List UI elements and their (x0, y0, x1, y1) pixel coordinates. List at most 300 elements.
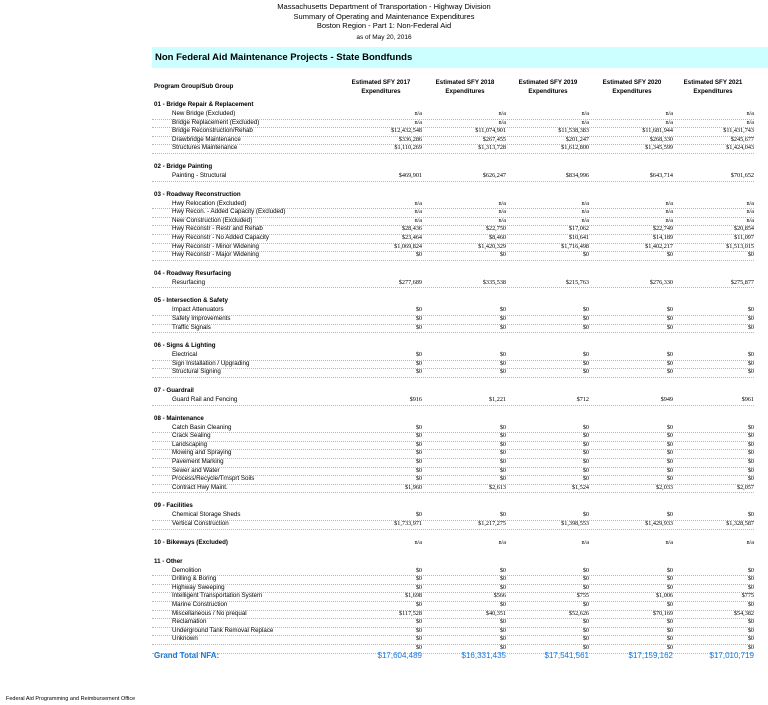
section-band (152, 47, 768, 68)
row-label: Traffic Signals (172, 323, 211, 331)
column-header (589, 79, 675, 96)
table-row (152, 368, 754, 378)
row-label: Hwy Reconstr - Restr and Rehab (172, 225, 263, 233)
value-cell: n/a (498, 118, 506, 126)
row-label: Impact Attenuators (172, 306, 224, 314)
value-cell: $10,641 (568, 234, 589, 241)
value-cell: $1,110,269 (394, 144, 422, 152)
value-cell: $1,221 (488, 396, 506, 403)
value-cell: $0 (582, 432, 589, 440)
grand-total-label: Grand Total NFA: (154, 651, 220, 660)
value-cell: $0 (582, 306, 589, 314)
table-row (152, 484, 754, 494)
value-cell: $0 (499, 432, 506, 440)
row-label: Pavement Marking (172, 458, 224, 465)
row-label: Drawbridge Maintenance (172, 135, 241, 143)
value-cell: $0 (666, 306, 673, 314)
value-cell: $0 (747, 306, 754, 314)
row-label: Miscellaneous / No prequal (172, 609, 247, 617)
value-cell: $275,877 (730, 278, 754, 286)
row-label: Highway Sweeping (172, 583, 225, 591)
value-cell: $0 (582, 601, 589, 608)
value-cell: $336,286 (398, 135, 422, 143)
column-header-sub: Expenditures (528, 87, 568, 95)
value-cell: $0 (666, 566, 673, 574)
grand-total-value: $17,541,561 (544, 651, 589, 660)
row-label: Safety Improvements (172, 315, 231, 322)
value-cell: $0 (666, 466, 673, 474)
value-cell: $0 (582, 583, 589, 591)
row-label: Chemical Storage Sheds (172, 511, 241, 519)
group-header: 06 - Signs & Lighting (154, 342, 216, 350)
value-cell: n/a (414, 216, 422, 224)
row-label: Crack Sealing (172, 432, 211, 440)
row-label: Contract Hwy Maint. (172, 483, 228, 491)
value-cell: n/a (581, 110, 589, 117)
value-cell: $0 (666, 475, 673, 483)
value-cell: $117,528 (399, 609, 422, 617)
row-label: Hwy Reconstr - Minor Widening (172, 242, 259, 250)
row-label: New Construction (Excluded) (172, 216, 253, 224)
value-cell: $28,436 (401, 225, 422, 233)
value-cell: $0 (499, 368, 506, 376)
value-cell: $0 (747, 440, 754, 448)
value-cell: $626,247 (482, 172, 506, 179)
value-cell: $1,513,015 (726, 242, 754, 250)
value-cell: $0 (499, 635, 506, 643)
table-row (152, 144, 754, 154)
value-cell: $277,689 (398, 278, 422, 286)
value-cell: $54,382 (733, 609, 754, 617)
column-header (338, 79, 424, 96)
value-cell: $0 (499, 601, 506, 608)
value-cell: $1,006 (655, 592, 673, 600)
row-label: Hwy Reconstr - Major Widening (172, 251, 259, 259)
value-cell: $0 (415, 644, 422, 651)
value-cell: $0 (415, 306, 422, 314)
value-cell: $0 (499, 475, 506, 483)
row-label: Catch Basin Cleaning (172, 423, 232, 431)
column-header (670, 79, 756, 96)
value-cell: n/a (746, 216, 754, 224)
value-cell: $0 (747, 351, 754, 359)
group-header: 11 - Other (154, 557, 183, 565)
value-cell: n/a (746, 208, 754, 216)
table-row (152, 396, 754, 406)
row-label: Sign Installation / Upgrading (172, 359, 250, 367)
value-cell: $1,698 (404, 592, 422, 600)
value-cell: $0 (415, 315, 422, 322)
grand-total-value: $17,604,489 (377, 651, 422, 660)
value-cell: $0 (415, 351, 422, 359)
value-cell: $949 (660, 396, 673, 403)
program-group-header: Program Group/Sub Group (154, 83, 234, 90)
value-cell: $0 (666, 458, 673, 465)
grand-total-value: $16,331,435 (461, 651, 506, 660)
value-cell: n/a (414, 199, 422, 207)
value-cell: n/a (498, 216, 506, 224)
value-cell: $0 (666, 449, 673, 457)
value-cell: $0 (499, 423, 506, 431)
value-cell: $0 (415, 323, 422, 331)
value-cell: $0 (499, 575, 506, 583)
value-cell: $0 (582, 566, 589, 574)
value-cell: $0 (747, 475, 754, 483)
value-cell: n/a (581, 118, 589, 126)
value-cell: $0 (666, 368, 673, 376)
value-cell: $70,169 (652, 609, 673, 617)
value-cell: $0 (415, 475, 422, 483)
section-title: Non Federal Aid Maintenance Projects - State Bondfunds (155, 52, 413, 63)
value-cell: $0 (582, 323, 589, 331)
value-cell: n/a (746, 199, 754, 207)
value-cell: n/a (746, 110, 754, 117)
value-cell: $0 (666, 423, 673, 431)
value-cell: $0 (582, 635, 589, 643)
value-cell: n/a (665, 216, 673, 224)
value-cell: $11,097 (734, 234, 754, 241)
value-cell: $12,432,548 (391, 127, 422, 135)
row-label: New Bridge (Excluded) (172, 110, 236, 117)
value-cell: $0 (747, 323, 754, 331)
group-header: 05 - Intersection & Safety (154, 297, 228, 305)
value-cell: $215,763 (565, 278, 589, 286)
value-cell: $0 (415, 635, 422, 643)
column-header-sub: Expenditures (693, 87, 733, 95)
value-cell: $0 (415, 368, 422, 376)
value-cell: $701,652 (730, 172, 754, 179)
value-cell: $201,247 (565, 135, 589, 143)
row-label: Reclamation (172, 618, 207, 626)
value-cell: $11,431,743 (723, 127, 754, 135)
value-cell: n/a (581, 208, 589, 216)
value-cell: $0 (582, 368, 589, 376)
value-cell: $11,681,944 (642, 127, 673, 135)
value-cell: $276,330 (649, 278, 673, 286)
value-cell: $0 (582, 449, 589, 457)
value-cell: $0 (582, 458, 589, 465)
value-cell: $1,420,329 (478, 242, 506, 250)
grand-total-value: $17,159,162 (628, 651, 673, 660)
group-value-cell: n/a (665, 538, 673, 546)
group-header: 01 - Bridge Repair & Replacement (154, 101, 254, 108)
value-cell: $712 (576, 396, 589, 403)
value-cell: $0 (582, 423, 589, 431)
value-cell: $40,351 (485, 609, 506, 617)
value-cell: $0 (415, 458, 422, 465)
value-cell: $0 (666, 251, 673, 259)
value-cell: $0 (415, 566, 422, 574)
footer-office: Federal Aid Programming and Reimbursement Office (6, 696, 136, 702)
row-label: Hwy Recon. - Added Capacity (Excluded) (172, 208, 286, 216)
row-label: Structural Signing (172, 368, 221, 376)
value-cell: $0 (747, 432, 754, 440)
value-cell: $0 (747, 458, 754, 465)
value-cell: $0 (747, 626, 754, 634)
row-label: Underground Tank Removal Replace (172, 626, 274, 634)
value-cell: $0 (415, 432, 422, 440)
value-cell: $775 (741, 592, 754, 600)
value-cell: $0 (499, 440, 506, 448)
row-label: Mowing and Spraying (172, 449, 232, 457)
row-label: Resurfacing (172, 278, 206, 286)
group-value-cell: n/a (581, 538, 589, 546)
value-cell: $2,057 (736, 483, 754, 491)
row-label: Process/Recycle/Trnsprt Soils (172, 475, 255, 483)
value-cell: $0 (747, 644, 754, 651)
value-cell: $0 (415, 440, 422, 448)
value-cell: $469,901 (398, 172, 422, 179)
value-cell: $0 (499, 566, 506, 574)
group-value-cell: n/a (746, 538, 754, 546)
row-label: Marine Construction (172, 601, 228, 608)
value-cell: $1,313,728 (478, 144, 506, 152)
value-cell: $0 (499, 323, 506, 331)
header-agency: Massachusetts Department of Transportation - Highway Division (277, 2, 491, 11)
value-cell: $0 (747, 635, 754, 643)
value-cell: $0 (415, 583, 422, 591)
value-cell: $0 (666, 575, 673, 583)
header-title: Summary of Operating and Maintenance Expenditures (293, 11, 475, 21)
value-cell: $11,538,383 (558, 127, 589, 135)
table-row (152, 324, 754, 334)
group-header: 08 - Maintenance (154, 414, 204, 422)
value-cell: $0 (747, 449, 754, 457)
group-value-cell: n/a (498, 538, 506, 546)
value-cell: $0 (415, 626, 422, 634)
value-cell: $23,464 (401, 234, 422, 241)
value-cell: $1,612,800 (561, 144, 589, 152)
column-header-sub: Expenditures (445, 87, 485, 95)
value-cell: $17,062 (568, 225, 589, 233)
row-label: Intelligent Transportation System (172, 592, 263, 600)
row-label: Bridge Replacement (Excluded) (172, 118, 260, 126)
value-cell: $11,074,901 (475, 127, 506, 135)
value-cell: $0 (666, 635, 673, 643)
group-header: 10 - Bikeways (Excluded) (154, 538, 228, 546)
value-cell: $0 (499, 458, 506, 465)
value-cell: n/a (414, 208, 422, 216)
value-cell: $1,398,553 (561, 520, 589, 527)
header-region: Boston Region - Part 1: Non-Federal Aid (316, 21, 452, 30)
value-cell: $267,455 (482, 135, 506, 143)
value-cell: $0 (582, 575, 589, 583)
value-cell: $0 (666, 601, 673, 608)
value-cell: $1,716,498 (561, 242, 589, 250)
table-row (152, 172, 754, 182)
value-cell: $0 (582, 315, 589, 322)
value-cell: $0 (666, 440, 673, 448)
value-cell: $0 (582, 644, 589, 651)
row-label: Unknown (172, 635, 198, 643)
value-cell: n/a (665, 199, 673, 207)
value-cell: $0 (747, 251, 754, 259)
value-cell: $0 (582, 466, 589, 474)
value-cell: $22,749 (652, 225, 673, 233)
column-header (422, 79, 508, 96)
value-cell: $0 (415, 251, 422, 259)
value-cell: $1,345,599 (645, 144, 673, 152)
value-cell: $643,714 (649, 172, 673, 179)
column-header-year: Estimated SFY 2017 (351, 79, 411, 86)
value-cell: $0 (747, 583, 754, 591)
value-cell: n/a (414, 110, 422, 117)
value-cell: $0 (747, 601, 754, 608)
row-label: Structures Maintenance (172, 144, 238, 152)
column-header-year: Estimated SFY 2021 (683, 79, 743, 86)
value-cell: $0 (499, 251, 506, 259)
value-cell: $0 (415, 466, 422, 474)
value-cell: $0 (499, 626, 506, 634)
value-cell: $0 (666, 626, 673, 634)
value-cell: $52,626 (568, 609, 589, 617)
value-cell: $0 (666, 644, 673, 651)
value-cell: $0 (582, 475, 589, 483)
value-cell: $0 (499, 618, 506, 626)
value-cell: $0 (666, 359, 673, 367)
value-cell: $2,033 (655, 483, 673, 491)
value-cell: $1,069,824 (394, 242, 422, 250)
value-cell: $0 (582, 626, 589, 634)
group-header: 03 - Roadway Reconstruction (154, 190, 241, 198)
group-value-cell: n/a (414, 538, 422, 546)
value-cell: $245,677 (730, 135, 754, 143)
value-cell: $0 (666, 511, 673, 519)
column-header-year: Estimated SFY 2020 (602, 79, 662, 86)
value-cell: n/a (498, 208, 506, 216)
value-cell: $0 (582, 351, 589, 359)
value-cell: $916 (409, 396, 422, 403)
value-cell: $0 (582, 511, 589, 519)
value-cell: $0 (415, 423, 422, 431)
value-cell: $0 (747, 511, 754, 519)
value-cell: n/a (581, 216, 589, 224)
value-cell: $2,613 (488, 483, 506, 491)
grand-total-value: $17,010,719 (709, 651, 754, 660)
value-cell: $0 (666, 432, 673, 440)
value-cell: $0 (415, 511, 422, 519)
value-cell: $0 (499, 315, 506, 322)
value-cell: $0 (747, 575, 754, 583)
value-cell: n/a (581, 199, 589, 207)
value-cell: $1,524 (571, 483, 589, 491)
value-cell: $0 (415, 359, 422, 367)
group-header: 04 - Roadway Resurfacing (154, 269, 232, 277)
value-cell: $1,733,971 (394, 520, 422, 527)
group-header: 09 - Facilities (154, 502, 193, 510)
value-cell: $0 (747, 466, 754, 474)
value-cell: $0 (747, 359, 754, 367)
row-label: Vertical Construction (172, 520, 229, 527)
value-cell: n/a (746, 118, 754, 126)
value-cell: n/a (665, 208, 673, 216)
value-cell: $0 (499, 449, 506, 457)
row-label: Electrical (172, 351, 198, 359)
value-cell: n/a (665, 110, 673, 117)
value-cell: $0 (666, 323, 673, 331)
value-cell: $0 (747, 423, 754, 431)
value-cell: $268,330 (649, 135, 673, 143)
value-cell: $1,217,275 (478, 520, 506, 527)
column-header-sub: Expenditures (361, 87, 401, 95)
value-cell: $0 (415, 618, 422, 626)
value-cell: n/a (414, 118, 422, 126)
value-cell: $335,538 (482, 278, 506, 286)
value-cell: $834,996 (565, 172, 589, 179)
value-cell: $961 (741, 396, 754, 403)
column-header-year: Estimated SFY 2018 (435, 79, 495, 86)
table-row (152, 520, 754, 530)
value-cell: $0 (415, 575, 422, 583)
row-label: Painting - Structural (172, 172, 227, 179)
value-cell: $1,328,587 (726, 520, 754, 527)
row-label: Demolition (172, 566, 202, 574)
row-label: Guard Rail and Fencing (172, 396, 238, 403)
value-cell: $0 (747, 315, 754, 322)
row-label: Sewer and Water (172, 466, 220, 474)
group-header: 02 - Bridge Painting (154, 163, 213, 170)
value-cell: $0 (747, 618, 754, 626)
value-cell: $566 (493, 592, 506, 600)
value-cell: n/a (665, 118, 673, 126)
group-header: 07 - Guardrail (154, 387, 194, 394)
column-header-year: Estimated SFY 2019 (518, 79, 578, 86)
row-label: Hwy Reconstr - No Added Capacity (172, 234, 269, 241)
column-header (505, 79, 591, 96)
value-cell: n/a (498, 110, 506, 117)
value-cell: $14,189 (652, 234, 673, 241)
value-cell: $0 (499, 351, 506, 359)
row-label: Hwy Relocation (Excluded) (172, 199, 247, 207)
value-cell: $1,429,933 (645, 520, 673, 527)
value-cell: $1,402,217 (645, 242, 673, 250)
value-cell: $0 (747, 566, 754, 574)
row-label: Drilling & Boring (172, 575, 217, 583)
value-cell: $0 (499, 306, 506, 314)
value-cell: $0 (666, 315, 673, 322)
table-row (152, 251, 754, 261)
value-cell: $755 (576, 592, 589, 600)
value-cell: $0 (499, 511, 506, 519)
value-cell: $0 (666, 351, 673, 359)
value-cell: $0 (499, 359, 506, 367)
value-cell: $0 (415, 601, 422, 608)
value-cell: $0 (666, 583, 673, 591)
header-date: as of May 20, 2016 (356, 33, 412, 41)
value-cell: n/a (498, 199, 506, 207)
report-header (0, 2, 768, 42)
value-cell: $0 (582, 440, 589, 448)
table-row (152, 279, 754, 289)
value-cell: $1,424,043 (726, 144, 754, 152)
value-cell: $0 (582, 251, 589, 259)
value-cell: $0 (747, 368, 754, 376)
value-cell: $0 (499, 644, 506, 651)
value-cell: $8,460 (488, 234, 506, 241)
value-cell: $0 (582, 359, 589, 367)
column-header-sub: Expenditures (612, 87, 652, 95)
value-cell: $0 (499, 466, 506, 474)
value-cell: $20,854 (733, 225, 754, 233)
value-cell: $1,960 (404, 483, 422, 491)
row-label: Bridge Reconstruction/Rehab (172, 127, 253, 135)
value-cell: $0 (666, 618, 673, 626)
value-cell: $0 (499, 583, 506, 591)
row-label: Landscaping (172, 440, 208, 448)
value-cell: $0 (582, 618, 589, 626)
value-cell: $0 (415, 449, 422, 457)
value-cell: $22,750 (485, 225, 506, 233)
